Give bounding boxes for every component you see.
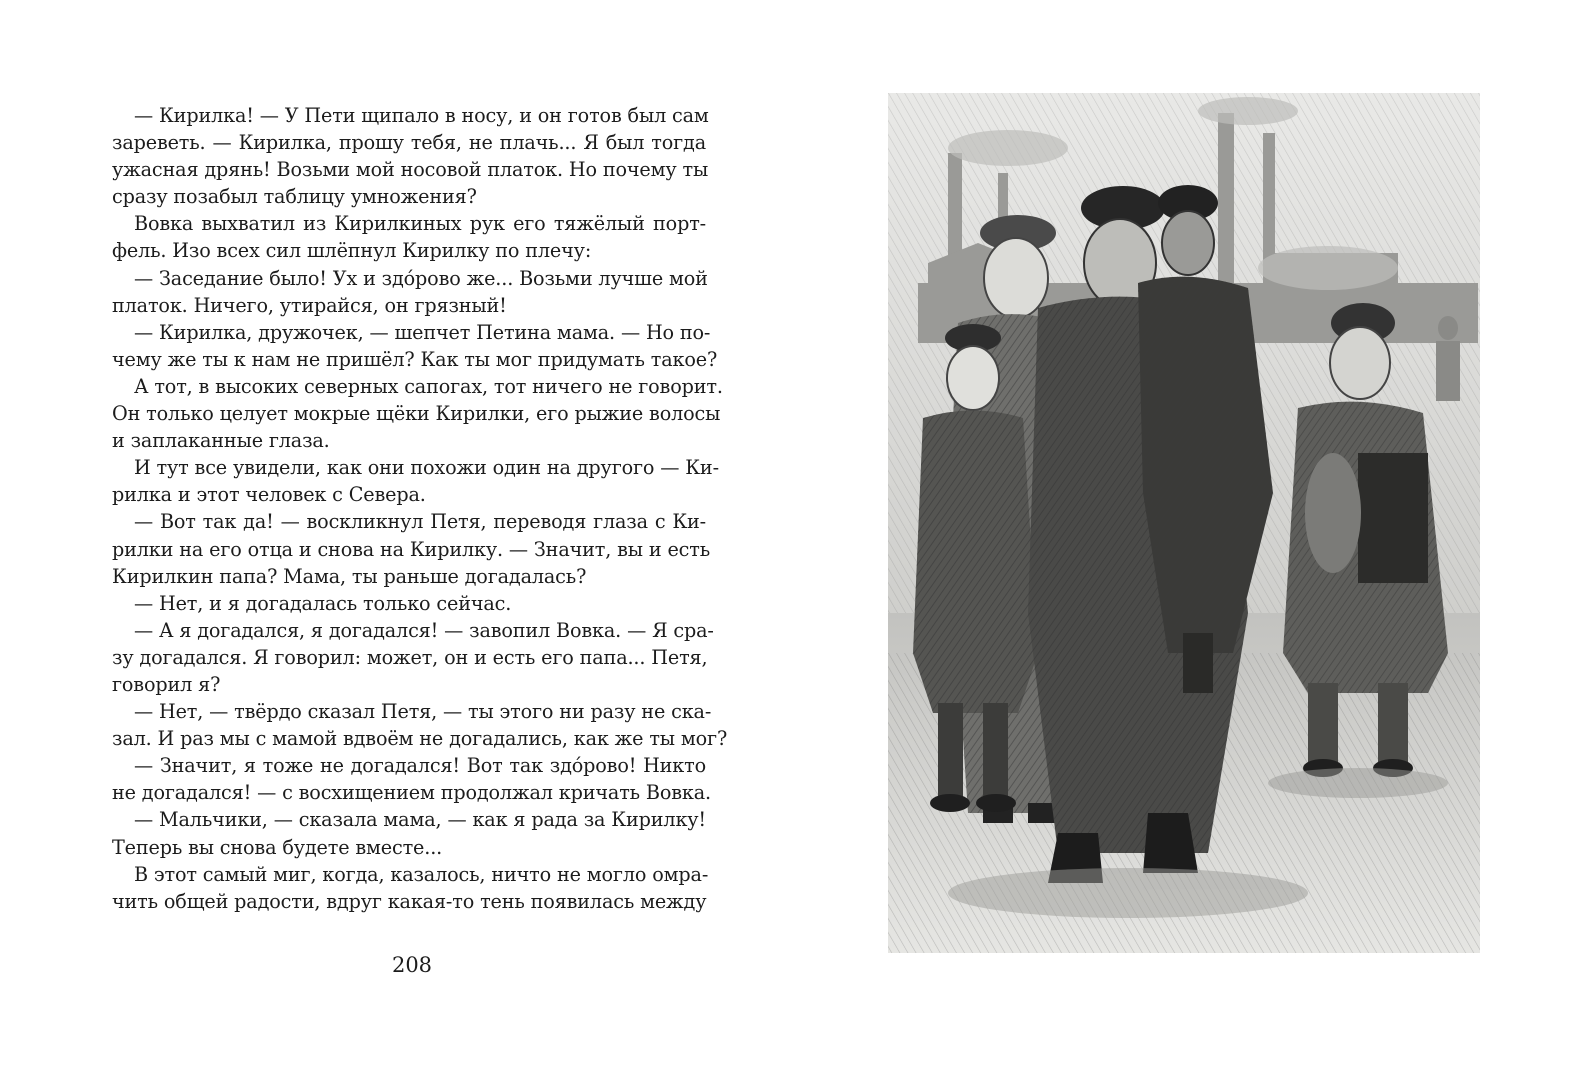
text-line: зареветь. — Кирилка, прошу тебя, не плачь... Я был тогда [112,131,706,155]
text-line: — Заседание было! Ух и здо́рово же... Возьми лучше мой [134,266,708,290]
text-line: И тут все увидели, как они похожи один на другого — Ки- [134,456,719,480]
text-line: — Вот так да! — воскликнул Петя, переводя глаза с Ки- [134,510,706,534]
figure-passerby [1436,316,1460,401]
text-line: зу догадался. Я говорил: может, он и есть его папа... Петя, [112,645,708,669]
text-line: фель. Изо всех сил шлёпнул Кирилку по плечу: [112,239,592,263]
left-page [112,102,728,915]
text-line: ужасная дрянь! Возьми мой носовой платок. Но почему ты [112,158,709,182]
text-line: рилка и этот человек с Севера. [112,483,426,507]
text-line: и заплаканные глаза. [112,429,330,453]
text-line: Он только целует мокрые щёки Кирилки, его рыжие волосы [112,402,721,426]
text-line: Теперь вы снова будете вместе... [112,835,443,859]
text-line: — Кирилка! — У Пети щипало в носу, и он готов был сам [134,104,709,127]
body-text [112,102,728,915]
text-line: — Нет, и я догадалась только сейчас. [134,591,512,615]
book-illustration [888,93,1480,953]
text-line: А тот, в высоких северных сапогах, тот ничего не говорит. [134,374,723,398]
text-line: платок. Ничего, утирайся, он грязный! [112,293,507,317]
text-line: — Значит, я тоже не догадался! Вот так здо́рово! Никто [134,754,706,778]
text-line: Вовка выхватил из Кирилкиных рук его тяжёлый порт- [134,212,706,236]
text-line: — А я догадался, я догадался! — завопил Вовка. — Я сра- [134,618,714,642]
text-line: чему же ты к нам не пришёл? Как ты мог придумать такое? [112,347,718,371]
text-line: — Мальчики, — сказала мама, — как я рада за Кирилку! [134,808,706,832]
text-line: рилки на его отца и снова на Кирилку. — Значит, вы и есть [112,537,711,561]
text-line: сразу позабыл таблицу умножения? [112,185,477,209]
text-line: чить общей радости, вдруг какая-то тень появилась между [112,889,707,913]
text-line: — Нет, — твёрдо сказал Петя, — ты этого ни разу не ска- [134,700,712,724]
text-line: В этот самый миг, когда, казалось, ничто не могло омра- [134,862,709,886]
text-line: говорил я? [112,672,221,696]
text-line: Кирилкин папа? Мама, ты раньше догадалась? [112,564,587,588]
page-number: 208 [391,953,433,977]
text-line: зал. И раз мы с мамой вдвоём не догадались, как же ты мог? [112,727,728,751]
text-line: не догадался! — с восхищением продолжал кричать Вовка. [112,781,711,805]
illustration-drawing [888,93,1480,953]
text-line: — Кирилка, дружочек, — шепчет Петина мама. — Но по- [134,320,711,344]
